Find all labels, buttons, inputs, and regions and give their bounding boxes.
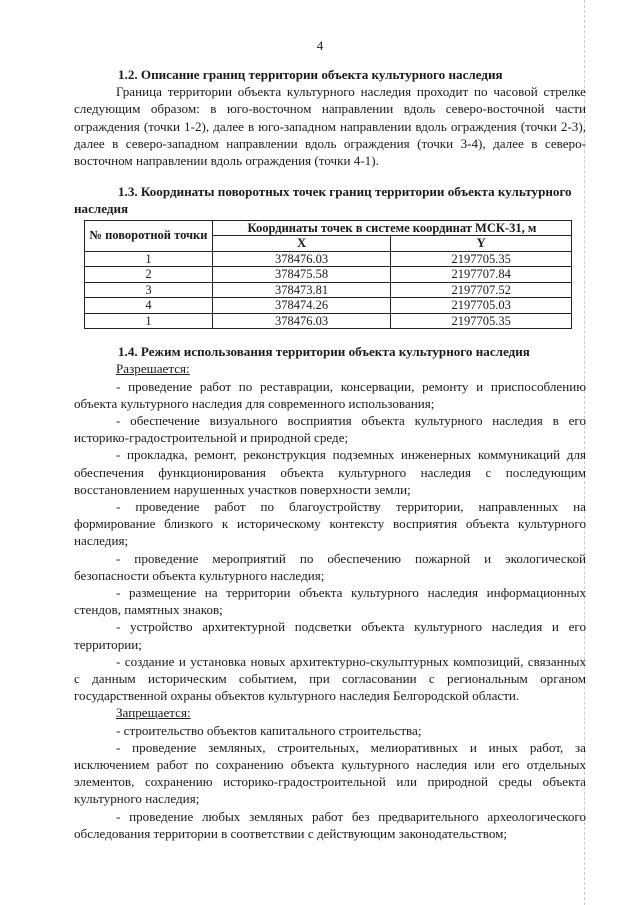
cell-point: 3 [85,282,213,298]
cell-point: 2 [85,267,213,283]
table-row [85,251,572,267]
cell-y: 2197705.35 [391,251,572,267]
forbidden-item: - проведение земляных, строительных, мелиоративных и иных работ, за исключением работ по сохранению объекта культурного наследия или его отдельных элементов, сохранению историко-градостроительной или природной среды объекта культурного наследия; [74,739,586,807]
cell-y: 2197707.52 [391,282,572,298]
allowed-item: - проведение работ по благоустройству территории, направленных на формирование близкого к историческому контексту восприятия объекта культурного наследия; [74,498,586,549]
cell-x: 378475.58 [212,267,390,283]
section-1-2-heading: 1.2. Описание границ территории объекта культурного наследия [118,67,503,82]
table-header-point: № поворотной точки [85,220,213,251]
allowed-label: Разрешается: [116,361,190,377]
allowed-item: - прокладка, ремонт, реконструкция подземных инженерных коммуникаций для обеспечения функционирования объекта культурного наследия с последующим восстановлением нарушенных участков поверхности земли; [74,447,586,497]
section-1-4-heading: 1.4. Режим использования территории объекта культурного наследия [118,344,530,360]
allowed-item: - обеспечение визуального восприятия объекта культурного наследия в его историко-градостроительной и природной среде; [74,412,586,446]
section-1-3-heading: 1.3. Координаты поворотных точек границ территории объекта культурного наследия [74,184,572,217]
cell-x: 378476.03 [212,313,390,329]
table-header-y: Y [391,236,572,252]
table-header-coords: Координаты точек в системе координат МСК-31, м [212,220,571,236]
table-row [85,282,572,298]
cell-y: 2197705.35 [391,313,572,329]
cell-point: 1 [85,251,213,267]
cell-point: 1 [85,313,213,329]
forbidden-item: - проведение любых земляных работ без предварительного археологического обследования территории в соответствии с действующим законодательством; [74,808,586,841]
table-row [85,298,572,314]
page-number: 4 [316,38,324,53]
allowed-item: - создание и установка новых архитектурно-скульптурных композиций, связанных с данным историческим событием, при согласовании с региональным органом государственной охраны объектов культурного наследия Белгородской области. [74,653,586,704]
coordinates-table [84,220,572,330]
cell-x: 378473.81 [212,282,390,298]
forbidden-label: Запрещается: [116,705,191,721]
cell-point: 4 [85,298,213,314]
cell-y: 2197707.84 [391,267,572,283]
section-1-2-text: Граница территории объекта культурного наследия проходит по часовой стрелке следующим образом: в юго-восточном направлении вдоль северо-восточной части ограждения (точки 1-2), далее в юго-западном направлении вдоль ограждения (точки 2-3), далее в северо-западном направлении вдоль ограждения (точки 3-4), далее в северо-восточном направлении вдоль ограждения (точки 4-1). [74,84,586,169]
allowed-item: - проведение мероприятий по обеспечению пожарной и экологической безопасности объекта культурного наследия; [74,550,586,583]
table-header-x: X [212,236,390,252]
table-row [85,313,572,329]
page-content [74,66,586,842]
cell-x: 378474.26 [212,298,390,314]
allowed-item: - размещение на территории объекта культурного наследия информационных стендов, памятных знаков; [74,584,586,618]
cell-y: 2197705.03 [391,298,572,314]
cell-x: 378476.03 [212,251,390,267]
forbidden-item: - строительство объектов капитального строительства; [116,722,422,738]
allowed-item: - устройство архитектурной подсветки объекта культурного наследия и его территории; [74,619,586,652]
allowed-item: - проведение работ по реставрации, консервации, ремонту и приспособлению объекта культурного наследия для современного использования; [74,378,586,411]
table-row [85,267,572,283]
